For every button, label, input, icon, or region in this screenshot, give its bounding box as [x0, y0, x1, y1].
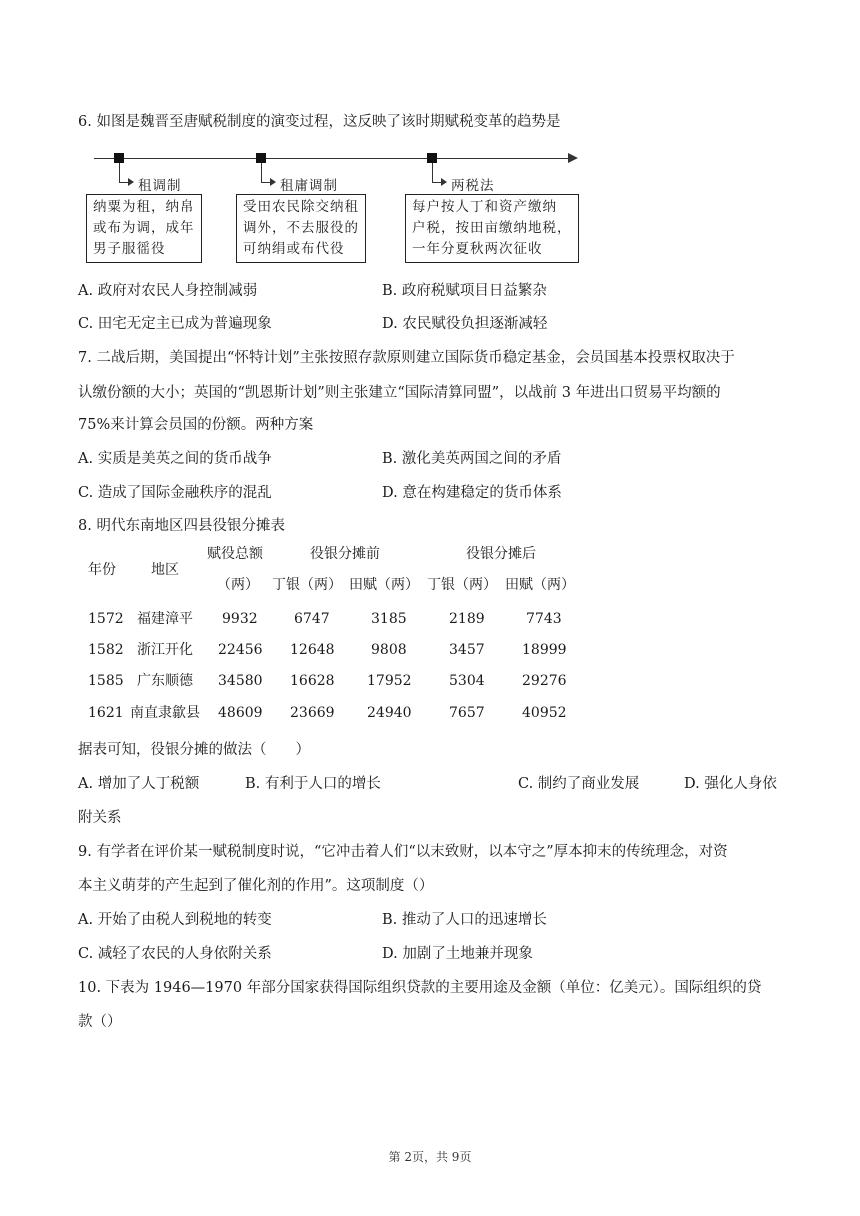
- pointer-arrow-icon: [270, 178, 276, 186]
- table-cell: 23669: [290, 705, 335, 721]
- table-header-tian-after: 田赋（两）: [505, 577, 575, 593]
- table-cell: 6747: [294, 611, 330, 627]
- table-cell: 福建漳平: [137, 611, 193, 627]
- table-cell: 16628: [290, 673, 335, 689]
- table-cell: 9808: [371, 642, 407, 658]
- q7-stem-line-3: 75%来计算会员国的份额。两种方案: [78, 417, 314, 433]
- table-cell: 浙江开化: [137, 642, 193, 658]
- table-cell: 48609: [218, 705, 263, 721]
- stage-label: 租庸调制: [280, 178, 338, 194]
- q8-title: 8. 明代东南地区四县役银分摊表: [78, 518, 285, 534]
- table-cell: 9932: [222, 611, 258, 627]
- table-header-after: 役银分摊后: [466, 546, 536, 562]
- table-header-total-unit: （两）: [217, 577, 259, 593]
- q7-option-a[interactable]: A. 实质是美英之间的货币战争: [78, 451, 272, 467]
- stage-label: 两税法: [451, 178, 495, 194]
- table-cell: 7743: [526, 611, 562, 627]
- table-cell: 7657: [449, 705, 485, 721]
- table-cell: 2189: [449, 611, 485, 627]
- table-header-before: 役银分摊前: [310, 546, 380, 562]
- table-cell: 1621: [88, 705, 124, 721]
- stage-description-box: 纳粟为租，纳帛 或布为调，成年 男子服徭役: [86, 194, 202, 263]
- q8-option-d[interactable]: D. 强化人身依: [684, 776, 777, 792]
- table-cell: 5304: [449, 673, 485, 689]
- q6-stem: 6. 如图是魏晋至唐赋税制度的演变过程，这反映了该时期赋税变革的趋势是: [78, 114, 561, 130]
- timeline-node-2: [256, 153, 266, 163]
- q8-question: 据表可知，役银分摊的做法（ ）: [78, 742, 310, 758]
- table-header-region: 地区: [151, 562, 179, 578]
- table-cell: 南直隶歙县: [130, 705, 200, 721]
- table-cell: 3185: [371, 611, 407, 627]
- q10-stem-line-2: 款（）: [78, 1014, 122, 1030]
- stage-label: 租调制: [138, 178, 182, 194]
- q7-option-c[interactable]: C. 造成了国际金融秩序的混乱: [78, 485, 272, 501]
- q9-stem-line-2: 本主义萌芽的产生起到了催化剂的作用”。这项制度（）: [78, 878, 434, 894]
- table-cell: 34580: [218, 673, 263, 689]
- timeline-arrow-icon: [568, 153, 578, 163]
- timeline-node-1: [114, 153, 124, 163]
- table-header-ding-after: 丁银（两）: [427, 577, 497, 593]
- table-cell: 1585: [88, 673, 124, 689]
- page-footer: 第 2页，共 9页: [388, 1150, 472, 1164]
- table-cell: 12648: [290, 642, 335, 658]
- q8-option-c[interactable]: C. 制约了商业发展: [518, 776, 640, 792]
- stage-description-box: 受田农民除交纳租 调外，不去服役的 可纳绢或布代役: [236, 194, 366, 263]
- table-cell: 3457: [449, 642, 485, 658]
- q9-option-a[interactable]: A. 开始了由税人到税地的转变: [78, 912, 272, 928]
- q8-option-b[interactable]: B. 有利于人口的增长: [245, 776, 381, 792]
- table-header-ding-before: 丁银（两）: [272, 577, 342, 593]
- tax-evolution-timeline: [84, 146, 584, 266]
- q6-option-a[interactable]: A. 政府对农民人身控制减弱: [78, 283, 258, 299]
- q9-option-b[interactable]: B. 推动了人口的迅速增长: [382, 912, 547, 928]
- q10-stem-line-1: 10. 下表为 1946—1970 年部分国家获得国际组织贷款的主要用途及金额（单位：亿美元）。国际组织的贷: [78, 980, 762, 996]
- q6-option-b[interactable]: B. 政府税赋项目日益繁杂: [382, 283, 547, 299]
- table-cell: 29276: [522, 673, 567, 689]
- table-cell: 22456: [218, 642, 263, 658]
- table-cell: 17952: [367, 673, 412, 689]
- table-cell: 1582: [88, 642, 124, 658]
- q9-stem-line-1: 9. 有学者在评价某一赋税制度时说，“它冲击着人们“以末致财，以本守之”厚本抑末的传统理念，对资: [78, 844, 728, 860]
- timeline-node-3: [427, 153, 437, 163]
- pointer-arrow-icon: [128, 178, 134, 186]
- table-cell: 24940: [367, 705, 412, 721]
- table-cell: 18999: [522, 642, 567, 658]
- q9-option-d[interactable]: D. 加剧了土地兼并现象: [382, 946, 533, 962]
- table-header-total: 赋役总额: [207, 546, 263, 562]
- timeline-axis: [94, 158, 572, 159]
- pointer-arrow-icon: [441, 178, 447, 186]
- table-cell: 40952: [522, 705, 567, 721]
- stage-description-box: 每户按人丁和资产缴纳 户税，按田亩缴纳地税， 一年分夏秋两次征收: [405, 194, 579, 263]
- q7-stem-line-1: 7. 二战后期，美国提出“怀特计划”主张按照存款原则建立国际货币稳定基金，会员国基本投票权取决于: [78, 350, 735, 366]
- table-header-year: 年份: [88, 562, 116, 578]
- q8-option-d-continued: 附关系: [78, 810, 122, 826]
- q7-option-d[interactable]: D. 意在构建稳定的货币体系: [382, 485, 562, 501]
- q8-option-a[interactable]: A. 增加了人丁税额: [78, 776, 200, 792]
- table-cell: 1572: [88, 611, 124, 627]
- q9-option-c[interactable]: C. 减轻了农民的人身依附关系: [78, 946, 272, 962]
- q6-option-c[interactable]: C. 田宅无定主已成为普遍现象: [78, 316, 272, 332]
- table-header-tian-before: 田赋（两）: [349, 577, 419, 593]
- q7-stem-line-2: 认缴份额的大小；英国的“凯恩斯计划”则主张建立“国际清算同盟”，以战前 3 年进出口贸易平均额的: [78, 385, 721, 401]
- q7-option-b[interactable]: B. 激化美英两国之间的矛盾: [382, 451, 562, 467]
- q6-option-d[interactable]: D. 农民赋役负担逐渐减轻: [382, 316, 548, 332]
- table-cell: 广东顺德: [137, 673, 193, 689]
